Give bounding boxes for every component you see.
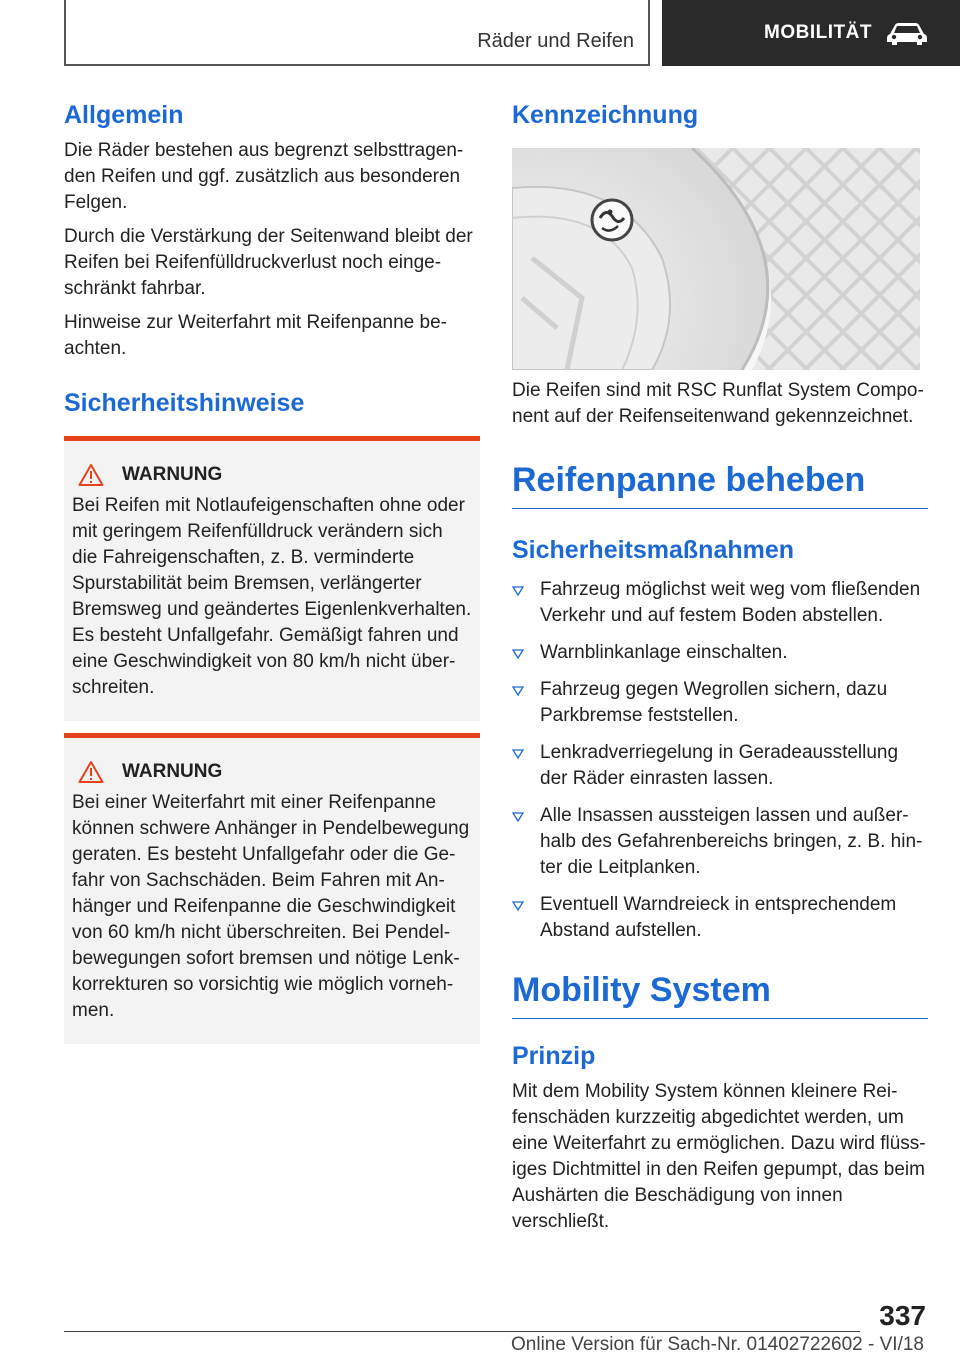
bullet-triangle-icon (512, 686, 524, 696)
list-item (512, 640, 928, 666)
left-column (64, 100, 480, 1044)
warning-title-row (72, 463, 472, 487)
footer-online-version: Online Version für Sach-Nr. 01402722602 - VI/18 (511, 1334, 924, 1355)
list-item (512, 677, 928, 729)
paragraph-kennzeichnung: Die Reifen sind mit RSC Runflat System Compo-nent auf der Reifenseitenwand gekennzeichnet. (512, 380, 924, 427)
heading-sicherheitshinweise: Sicherheitshinweise (64, 389, 305, 417)
safety-steps-list (512, 577, 928, 944)
list-item (512, 803, 928, 881)
heading-mobility-system: Mobility System (512, 970, 928, 1019)
warning-box-2 (64, 733, 480, 1044)
bullet-triangle-icon (512, 586, 524, 596)
header-chapter-tab (662, 0, 960, 66)
paragraph-allgemein-2: Durch die Verstärkung der Seitenwand bleibt der Reifen bei Reifenfülldruckverlust noch einge-schränkt fahrbar. (64, 226, 473, 299)
paragraph-prinzip: Mit dem Mobility System können kleinere Rei-fenschäden kurzzeitig abgedichtet werden, um eine Weiterfahrt zu ermöglichen. Dazu wird flüss-iges Dichtmittel in den Reifen gepumpt, das beim Aushärten die Beschädigung von innen verschließt. (512, 1081, 926, 1232)
page-number: 337 (879, 1300, 926, 1331)
list-item-text: Fahrzeug gegen Wegrollen sichern, dazu Parkbremse feststellen. (540, 679, 888, 726)
heading-allgemein: Allgemein (64, 101, 184, 129)
list-item-text: Alle Insassen aussteigen lassen und außer-halb des Gefahrenbereichs bringen, z. B. hin-ter die Leitplanken. (540, 805, 923, 878)
warning-title: WARNUNG (122, 464, 223, 485)
list-item-text: Lenkradverriegelung in Geradeausstellung der Räder einrasten lassen. (540, 742, 899, 789)
warning-triangle-icon (78, 463, 104, 487)
list-item-text: Warnblinkanlage einschalten. (540, 642, 788, 663)
header-section-box (64, 0, 650, 66)
right-column (512, 100, 928, 1235)
warning-text-2: Bei einer Weiterfahrt mit einer Reifenpanne können schwere Anhänger in Pendelbewegung geraten. Es besteht Unfallgefahr oder die Ge-fahr von Sachschäden. Beim Fahren mit An-hänger und Reifenpanne die Geschwindigkeit von 60 km/h nicht überschreiten. Bei Pendel-bewegungen sofort bremsen und nötige Lenk-korrekturen so vorsichtig wie möglich vorneh-men. (72, 792, 470, 1021)
tire-illustration (512, 148, 920, 370)
warning-title-row (72, 760, 472, 784)
list-item-text: Eventuell Warndreieck in entsprechendem Abstand aufstellen. (540, 894, 897, 941)
bullet-triangle-icon (512, 901, 524, 911)
paragraph-allgemein-1: Die Räder bestehen aus begrenzt selbsttragen-den Reifen und ggf. zusätzlich aus besonderen Felgen. (64, 140, 464, 213)
header-section-title: Räder und Reifen (477, 30, 634, 52)
list-item (512, 740, 928, 792)
list-item (512, 892, 928, 944)
warning-title: WARNUNG (122, 761, 223, 782)
list-item-text: Fahrzeug möglichst weit weg vom fließenden Verkehr und auf festem Boden abstellen. (540, 579, 921, 626)
header-chapter-title: MOBILITÄT (764, 22, 872, 43)
paragraph-allgemein-3: Hinweise zur Weiterfahrt mit Reifenpanne be-achten. (64, 312, 447, 359)
heading-prinzip: Prinzip (512, 1042, 596, 1070)
heading-reifenpanne: Reifenpanne beheben (512, 460, 928, 509)
warning-box-1 (64, 436, 480, 721)
car-icon (886, 20, 928, 46)
bullet-triangle-icon (512, 649, 524, 659)
heading-sicherheitsmassnahmen: Sicherheitsmaßnahmen (512, 536, 795, 564)
heading-kennzeichnung: Kennzeichnung (512, 101, 699, 129)
list-item (512, 577, 928, 629)
bullet-triangle-icon (512, 812, 524, 822)
warning-triangle-icon (78, 760, 104, 784)
warning-text-1: Bei Reifen mit Notlaufeigenschaften ohne oder mit geringem Reifenfülldruck verändern sich die Fahreigenschaften, z. B. verminderte Spurstabilität beim Bremsen, verlängerter Bremsweg und geändertes Eigenlenkverhalten. Es besteht Unfallgefahr. Gemäßigt fahren und eine Geschwindigkeit von 80 km/h nicht über-schreiten. (72, 495, 472, 698)
footer-divider (64, 1331, 860, 1332)
bullet-triangle-icon (512, 749, 524, 759)
